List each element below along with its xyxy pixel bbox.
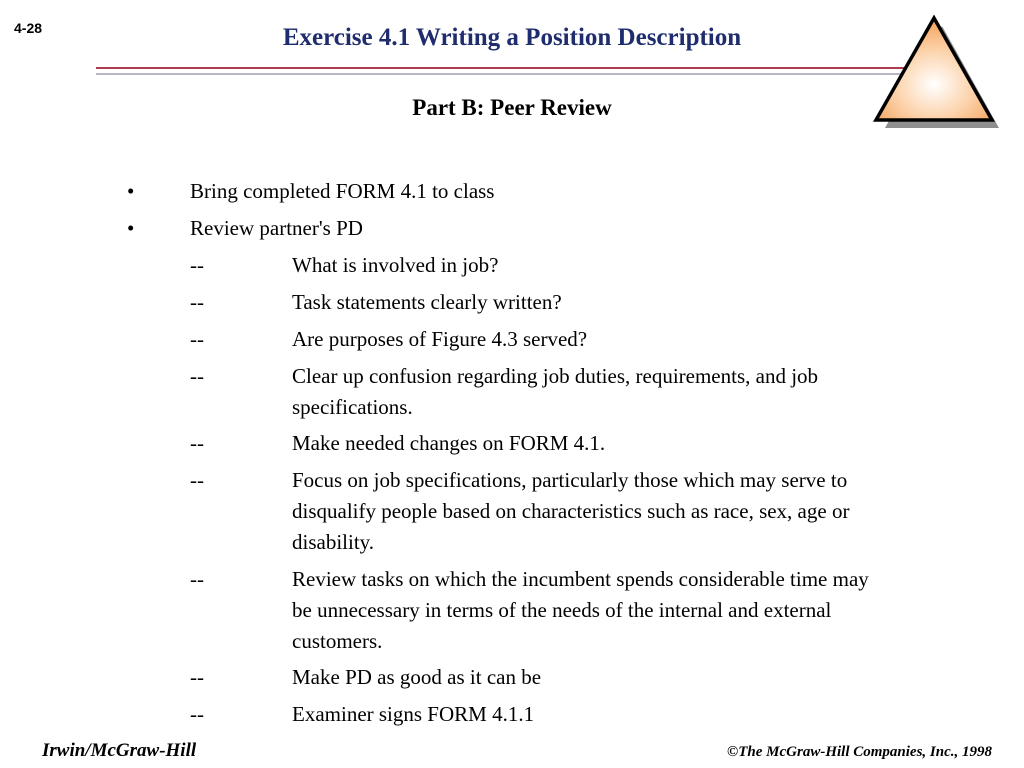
sub-item-marker: -- xyxy=(190,567,204,591)
sub-item-marker: -- xyxy=(190,290,204,314)
footer-publisher: Irwin/McGraw-Hill xyxy=(42,740,197,761)
bullet-marker: • xyxy=(127,216,135,240)
slide-subtitle: Part B: Peer Review xyxy=(412,95,612,120)
sub-item-marker: -- xyxy=(190,468,204,492)
slide-title: Exercise 4.1 Writing a Position Description xyxy=(282,24,742,51)
bullet-text: Bring completed FORM 4.1 to class xyxy=(190,179,495,203)
sub-item-marker: -- xyxy=(190,431,204,455)
sub-item-marker: -- xyxy=(190,364,204,388)
title-rule-top xyxy=(96,67,906,69)
sub-item-marker: -- xyxy=(190,665,204,689)
sub-item-text: Task statements clearly written? xyxy=(292,290,562,314)
footer-copyright: ©The McGraw-Hill Companies, Inc., 1998 xyxy=(727,744,992,760)
bullet-marker: • xyxy=(127,179,135,203)
sub-item-text: Make needed changes on FORM 4.1. xyxy=(292,431,606,455)
sub-item-text: Are purposes of Figure 4.3 served? xyxy=(292,327,588,351)
title-rule-bottom xyxy=(96,73,906,75)
sub-item-text: Review tasks on which the incumbent spends considerable time may be unnecessary in terms of the needs of the internal and external customers. xyxy=(292,567,869,653)
sub-item-marker: -- xyxy=(190,253,204,277)
sub-item-text: Examiner signs FORM 4.1.1 xyxy=(292,702,535,726)
sub-item-marker: -- xyxy=(190,702,204,726)
bullet-text: Review partner's PD xyxy=(190,216,363,240)
sub-item-text: Focus on job specifications, particularly those which may serve to disqualify people based on characteristics such as race, sex, age or disability. xyxy=(292,468,850,554)
sub-item-text: Make PD as good as it can be xyxy=(292,665,542,689)
sub-item-text: What is involved in job? xyxy=(292,253,499,277)
slide-number: 4-28 xyxy=(14,20,43,36)
sub-item-marker: -- xyxy=(190,327,204,351)
sub-item-text: Clear up confusion regarding job duties, requirements, and job specifications. xyxy=(292,364,819,419)
